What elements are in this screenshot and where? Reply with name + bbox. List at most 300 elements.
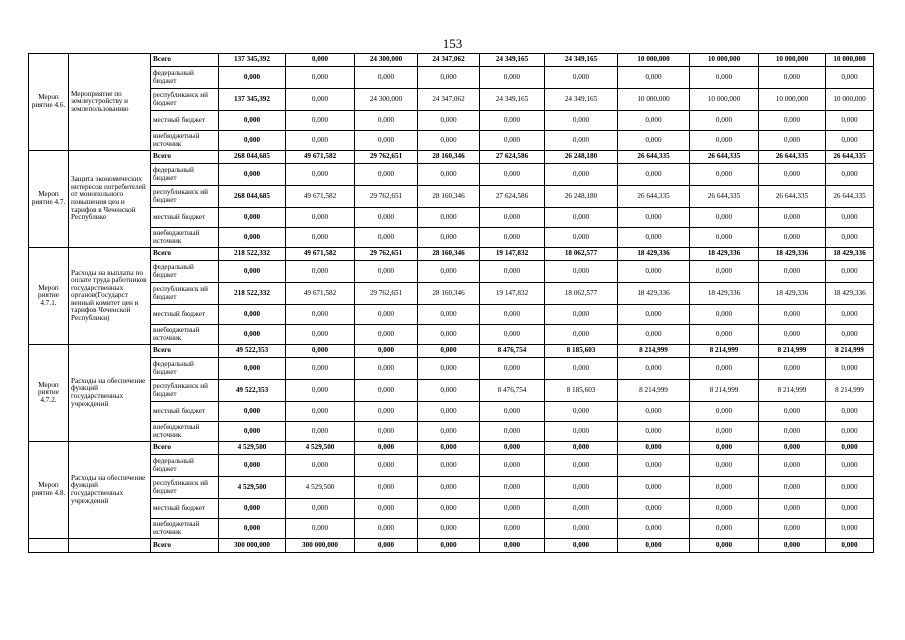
amount-cell: 0,000 [618, 455, 690, 477]
amount-cell: 0,000 [759, 358, 826, 380]
amount-cell: 0,000 [418, 455, 480, 477]
amount-cell: 0,000 [286, 402, 355, 422]
table-row [29, 325, 874, 345]
amount-cell: 0,000 [480, 539, 545, 553]
amount-cell: 49 671,582 [286, 186, 355, 208]
table-row [29, 305, 874, 325]
amount-cell: 0,000 [219, 358, 286, 380]
amount-cell: 0,000 [618, 477, 690, 499]
funding-source: республиканск ий бюджет [151, 283, 219, 305]
amount-cell: 0,000 [480, 208, 545, 228]
amount-cell: 28 160,346 [418, 283, 480, 305]
amount-cell: 26 248,180 [545, 151, 618, 164]
amount-cell: 218 522,332 [219, 283, 286, 305]
amount-cell: 0,000 [480, 499, 545, 519]
amount-cell: 29 762,651 [355, 186, 418, 208]
amount-cell: 0,000 [418, 67, 480, 89]
funding-source: федеральный бюджет [151, 455, 219, 477]
amount-cell: 0,000 [355, 422, 418, 442]
amount-cell: 0,000 [355, 261, 418, 283]
amount-cell: 18 429,336 [618, 248, 690, 261]
amount-cell: 0,000 [690, 477, 759, 499]
amount-cell: 0,000 [286, 111, 355, 131]
table-row [29, 151, 874, 164]
funding-source: Всего [151, 248, 219, 261]
amount-cell: 0,000 [826, 228, 874, 248]
amount-cell: 0,000 [826, 539, 874, 553]
amount-cell: 0,000 [480, 402, 545, 422]
amount-cell: 0,000 [545, 261, 618, 283]
amount-cell: 0,000 [690, 228, 759, 248]
amount-cell: 268 044,685 [219, 186, 286, 208]
amount-cell: 0,000 [690, 422, 759, 442]
amount-cell: 0,000 [690, 208, 759, 228]
amount-cell: 10 000,000 [618, 89, 690, 111]
table-row [29, 54, 874, 67]
amount-cell: 0,000 [545, 477, 618, 499]
table-row [29, 499, 874, 519]
funding-source: внебюджетный источник [151, 325, 219, 345]
amount-cell: 0,000 [480, 305, 545, 325]
measure-name: Расходы на обеспечение функций государственных учреждений [69, 345, 151, 442]
amount-cell: 0,000 [545, 164, 618, 186]
amount-cell: 0,000 [219, 67, 286, 89]
amount-cell: 0,000 [759, 422, 826, 442]
amount-cell: 0,000 [286, 455, 355, 477]
table-row [29, 380, 874, 402]
amount-cell: 0,000 [618, 519, 690, 539]
page-number: 153 [442, 36, 463, 51]
funding-source: местный бюджет [151, 402, 219, 422]
amount-cell: 137 345,392 [219, 89, 286, 111]
amount-cell: 0,000 [826, 67, 874, 89]
amount-cell: 0,000 [286, 131, 355, 151]
amount-cell: 18 429,336 [618, 283, 690, 305]
amount-cell: 0,000 [418, 442, 480, 455]
amount-cell: 8 214,999 [826, 345, 874, 358]
amount-cell: 300 000,000 [219, 539, 286, 553]
amount-cell: 0,000 [286, 208, 355, 228]
measure-name: Расходы на обеспечение функций государственных учреждений [69, 442, 151, 539]
amount-cell: 0,000 [418, 164, 480, 186]
amount-cell: 0,000 [355, 325, 418, 345]
amount-cell: 0,000 [826, 208, 874, 228]
amount-cell: 0,000 [355, 402, 418, 422]
table-row [29, 422, 874, 442]
amount-cell: 18 429,336 [690, 283, 759, 305]
table-row [29, 477, 874, 499]
amount-cell: 0,000 [418, 261, 480, 283]
amount-cell: 0,000 [545, 442, 618, 455]
amount-cell: 8 185,603 [545, 380, 618, 402]
amount-cell: 8 476,754 [480, 380, 545, 402]
amount-cell: 0,000 [545, 455, 618, 477]
amount-cell: 0,000 [545, 325, 618, 345]
amount-cell: 0,000 [826, 325, 874, 345]
amount-cell: 0,000 [545, 358, 618, 380]
measure-name: Мероприятие по землеустройству и землепользованию [69, 54, 151, 151]
amount-cell: 18 429,336 [826, 283, 874, 305]
table-body [29, 54, 874, 553]
amount-cell: 0,000 [286, 345, 355, 358]
table-row [29, 208, 874, 228]
amount-cell: 0,000 [355, 305, 418, 325]
amount-cell: 4 529,500 [286, 477, 355, 499]
amount-cell: 0,000 [480, 261, 545, 283]
amount-cell: 0,000 [826, 164, 874, 186]
amount-cell: 0,000 [759, 131, 826, 151]
amount-cell: 0,000 [355, 164, 418, 186]
amount-cell: 0,000 [286, 261, 355, 283]
funding-source: федеральный бюджет [151, 358, 219, 380]
amount-cell: 24 349,165 [545, 89, 618, 111]
amount-cell: 0,000 [480, 164, 545, 186]
amount-cell: 18 062,577 [545, 248, 618, 261]
amount-cell: 0,000 [690, 261, 759, 283]
funding-source: республиканск ий бюджет [151, 380, 219, 402]
amount-cell: 0,000 [219, 519, 286, 539]
amount-cell: 0,000 [286, 519, 355, 539]
amount-cell: 24 349,165 [480, 54, 545, 67]
amount-cell: 0,000 [618, 228, 690, 248]
amount-cell: 0,000 [826, 455, 874, 477]
amount-cell: 0,000 [759, 539, 826, 553]
amount-cell: 0,000 [826, 111, 874, 131]
amount-cell: 0,000 [826, 499, 874, 519]
amount-cell: 300 000,000 [286, 539, 355, 553]
amount-cell: 49 671,582 [286, 283, 355, 305]
amount-cell: 0,000 [219, 111, 286, 131]
amount-cell: 0,000 [480, 111, 545, 131]
amount-cell: 0,000 [286, 380, 355, 402]
amount-cell: 0,000 [618, 208, 690, 228]
amount-cell: 0,000 [480, 455, 545, 477]
amount-cell: 10 000,000 [759, 89, 826, 111]
amount-cell: 0,000 [219, 164, 286, 186]
amount-cell: 10 000,000 [690, 54, 759, 67]
amount-cell: 268 044,685 [219, 151, 286, 164]
amount-cell: 0,000 [690, 539, 759, 553]
funding-source: внебюджетный источник [151, 131, 219, 151]
amount-cell: 0,000 [759, 325, 826, 345]
funding-source: федеральный бюджет [151, 261, 219, 283]
amount-cell: 0,000 [219, 325, 286, 345]
amount-cell: 26 644,335 [690, 151, 759, 164]
measure-code: Мероп риятие 4.7.1. [29, 248, 69, 345]
funding-source: местный бюджет [151, 111, 219, 131]
amount-cell: 0,000 [418, 325, 480, 345]
amount-cell: 0,000 [759, 477, 826, 499]
amount-cell: 26 644,335 [826, 151, 874, 164]
amount-cell: 0,000 [759, 164, 826, 186]
amount-cell: 0,000 [286, 499, 355, 519]
amount-cell: 0,000 [418, 422, 480, 442]
table-row [29, 442, 874, 455]
amount-cell: 26 644,335 [759, 151, 826, 164]
amount-cell: 0,000 [286, 67, 355, 89]
funding-source: внебюджетный источник [151, 519, 219, 539]
funding-source: федеральный бюджет [151, 164, 219, 186]
measure-name: Защита экономических интересов потребителей от монопольного повышения цен и тарифов в Чеченской Республике [69, 151, 151, 248]
table-row [29, 283, 874, 305]
amount-cell: 0,000 [690, 325, 759, 345]
amount-cell: 24 349,165 [545, 54, 618, 67]
amount-cell: 0,000 [545, 402, 618, 422]
funding-source: Всего [151, 442, 219, 455]
amount-cell: 8 214,999 [759, 380, 826, 402]
amount-cell: 0,000 [418, 208, 480, 228]
amount-cell: 28 160,346 [418, 248, 480, 261]
table-row [29, 519, 874, 539]
amount-cell: 0,000 [759, 305, 826, 325]
funding-source: республиканск ий бюджет [151, 186, 219, 208]
amount-cell: 0,000 [355, 131, 418, 151]
amount-cell: 0,000 [690, 164, 759, 186]
amount-cell: 29 762,651 [355, 248, 418, 261]
amount-cell: 27 624,586 [480, 186, 545, 208]
amount-cell: 0,000 [286, 54, 355, 67]
amount-cell: 0,000 [219, 261, 286, 283]
amount-cell: 0,000 [286, 89, 355, 111]
table-row [29, 111, 874, 131]
funding-source: республиканск ий бюджет [151, 89, 219, 111]
amount-cell: 10 000,000 [759, 54, 826, 67]
amount-cell: 8 214,999 [618, 380, 690, 402]
amount-cell: 18 062,577 [545, 283, 618, 305]
amount-cell: 8 214,999 [618, 345, 690, 358]
amount-cell: 0,000 [355, 519, 418, 539]
measure-code: Мероп риятие 4.7. [29, 151, 69, 248]
amount-cell: 8 214,999 [690, 345, 759, 358]
budget-table [28, 53, 874, 553]
amount-cell: 24 347,062 [418, 54, 480, 67]
amount-cell: 8 214,999 [759, 345, 826, 358]
amount-cell: 0,000 [759, 67, 826, 89]
amount-cell: 26 644,335 [618, 186, 690, 208]
amount-cell: 0,000 [759, 499, 826, 519]
amount-cell: 0,000 [690, 519, 759, 539]
amount-cell: 4 529,500 [219, 477, 286, 499]
amount-cell: 218 522,332 [219, 248, 286, 261]
amount-cell: 0,000 [219, 422, 286, 442]
table-row [29, 345, 874, 358]
amount-cell: 0,000 [418, 358, 480, 380]
amount-cell: 0,000 [545, 228, 618, 248]
amount-cell: 0,000 [826, 422, 874, 442]
amount-cell: 0,000 [618, 422, 690, 442]
amount-cell: 0,000 [355, 539, 418, 553]
amount-cell: 0,000 [618, 164, 690, 186]
amount-cell: 0,000 [355, 345, 418, 358]
amount-cell: 0,000 [219, 208, 286, 228]
amount-cell: 0,000 [480, 519, 545, 539]
amount-cell: 0,000 [480, 358, 545, 380]
amount-cell: 0,000 [618, 111, 690, 131]
amount-cell: 0,000 [759, 455, 826, 477]
amount-cell: 0,000 [826, 305, 874, 325]
amount-cell: 0,000 [418, 539, 480, 553]
amount-cell: 26 248,180 [545, 186, 618, 208]
measure-code [29, 539, 69, 553]
amount-cell: 0,000 [618, 305, 690, 325]
amount-cell: 0,000 [690, 442, 759, 455]
amount-cell: 27 624,586 [480, 151, 545, 164]
table-row [29, 228, 874, 248]
amount-cell: 0,000 [690, 305, 759, 325]
table-row [29, 67, 874, 89]
table-row [29, 89, 874, 111]
amount-cell: 0,000 [480, 325, 545, 345]
amount-cell: 0,000 [219, 455, 286, 477]
funding-source: республиканск ий бюджет [151, 477, 219, 499]
funding-source: внебюджетный источник [151, 422, 219, 442]
amount-cell: 4 529,500 [219, 442, 286, 455]
funding-source: Всего [151, 345, 219, 358]
measure-name: Расходы на выплаты по оплате труда работников государственных органов(Государст венный комитет цен и тарифов Чеченской Республики) [69, 248, 151, 345]
amount-cell: 0,000 [826, 261, 874, 283]
funding-source: местный бюджет [151, 499, 219, 519]
amount-cell: 26 644,335 [690, 186, 759, 208]
amount-cell: 0,000 [418, 228, 480, 248]
table-row [29, 186, 874, 208]
amount-cell: 0,000 [545, 539, 618, 553]
amount-cell: 24 349,165 [480, 89, 545, 111]
amount-cell: 0,000 [480, 131, 545, 151]
table-row [29, 539, 874, 553]
amount-cell: 10 000,000 [826, 54, 874, 67]
amount-cell: 0,000 [618, 499, 690, 519]
amount-cell: 0,000 [545, 519, 618, 539]
amount-cell: 49 522,353 [219, 380, 286, 402]
amount-cell: 0,000 [545, 208, 618, 228]
amount-cell: 0,000 [826, 358, 874, 380]
amount-cell: 28 160,346 [418, 186, 480, 208]
amount-cell: 8 214,999 [826, 380, 874, 402]
amount-cell: 10 000,000 [618, 54, 690, 67]
amount-cell: 24 347,062 [418, 89, 480, 111]
funding-source: Всего [151, 54, 219, 67]
amount-cell: 0,000 [418, 345, 480, 358]
amount-cell: 0,000 [826, 442, 874, 455]
amount-cell: 8 214,999 [690, 380, 759, 402]
amount-cell: 10 000,000 [826, 89, 874, 111]
amount-cell: 0,000 [418, 380, 480, 402]
amount-cell: 0,000 [219, 305, 286, 325]
amount-cell: 0,000 [618, 358, 690, 380]
measure-code: Мероп риятие 4.7.2. [29, 345, 69, 442]
amount-cell: 0,000 [219, 131, 286, 151]
amount-cell: 0,000 [618, 67, 690, 89]
amount-cell: 0,000 [418, 477, 480, 499]
funding-source: Всего [151, 151, 219, 164]
amount-cell: 0,000 [690, 358, 759, 380]
amount-cell: 0,000 [418, 402, 480, 422]
amount-cell: 0,000 [286, 422, 355, 442]
amount-cell: 26 644,335 [759, 186, 826, 208]
amount-cell: 0,000 [690, 131, 759, 151]
amount-cell: 0,000 [355, 358, 418, 380]
table-row [29, 248, 874, 261]
amount-cell: 0,000 [480, 442, 545, 455]
amount-cell: 0,000 [826, 131, 874, 151]
amount-cell: 137 345,392 [219, 54, 286, 67]
amount-cell: 0,000 [355, 67, 418, 89]
amount-cell: 0,000 [690, 402, 759, 422]
amount-cell: 0,000 [418, 111, 480, 131]
measure-code: Мероп риятие 4.6. [29, 54, 69, 151]
amount-cell: 0,000 [480, 477, 545, 499]
amount-cell: 0,000 [759, 442, 826, 455]
amount-cell: 8 185,603 [545, 345, 618, 358]
amount-cell: 0,000 [545, 422, 618, 442]
table-row [29, 455, 874, 477]
amount-cell: 19 147,832 [480, 283, 545, 305]
amount-cell: 0,000 [826, 477, 874, 499]
amount-cell: 0,000 [286, 305, 355, 325]
amount-cell: 0,000 [219, 499, 286, 519]
amount-cell: 0,000 [355, 477, 418, 499]
amount-cell: 0,000 [286, 325, 355, 345]
amount-cell: 0,000 [618, 131, 690, 151]
amount-cell: 0,000 [618, 442, 690, 455]
amount-cell: 19 147,832 [480, 248, 545, 261]
amount-cell: 0,000 [545, 305, 618, 325]
table-row [29, 164, 874, 186]
table-row [29, 131, 874, 151]
table-row [29, 358, 874, 380]
amount-cell: 0,000 [690, 499, 759, 519]
amount-cell: 0,000 [480, 422, 545, 442]
amount-cell: 0,000 [355, 455, 418, 477]
amount-cell: 24 300,000 [355, 54, 418, 67]
amount-cell: 0,000 [690, 455, 759, 477]
amount-cell: 0,000 [355, 208, 418, 228]
amount-cell: 0,000 [618, 402, 690, 422]
amount-cell: 0,000 [759, 261, 826, 283]
measure-name [69, 539, 151, 553]
amount-cell: 0,000 [618, 261, 690, 283]
amount-cell: 0,000 [480, 67, 545, 89]
amount-cell: 0,000 [286, 228, 355, 248]
amount-cell: 29 762,651 [355, 283, 418, 305]
funding-source: местный бюджет [151, 208, 219, 228]
amount-cell: 0,000 [355, 111, 418, 131]
amount-cell: 10 000,000 [690, 89, 759, 111]
funding-source: местный бюджет [151, 305, 219, 325]
amount-cell: 0,000 [545, 67, 618, 89]
measure-code: Мероп риятие 4.8. [29, 442, 69, 539]
amount-cell: 0,000 [418, 131, 480, 151]
amount-cell: 29 762,651 [355, 151, 418, 164]
amount-cell: 0,000 [418, 519, 480, 539]
table-row [29, 402, 874, 422]
amount-cell: 26 644,335 [618, 151, 690, 164]
amount-cell: 24 300,000 [355, 89, 418, 111]
table-row [29, 261, 874, 283]
amount-cell: 18 429,336 [690, 248, 759, 261]
amount-cell: 0,000 [219, 402, 286, 422]
amount-cell: 18 429,336 [759, 248, 826, 261]
amount-cell: 49 522,353 [219, 345, 286, 358]
amount-cell: 0,000 [759, 519, 826, 539]
amount-cell: 0,000 [355, 499, 418, 519]
amount-cell: 18 429,336 [826, 248, 874, 261]
amount-cell: 0,000 [219, 228, 286, 248]
amount-cell: 28 160,346 [418, 151, 480, 164]
amount-cell: 0,000 [418, 305, 480, 325]
amount-cell: 0,000 [355, 442, 418, 455]
amount-cell: 0,000 [618, 539, 690, 553]
